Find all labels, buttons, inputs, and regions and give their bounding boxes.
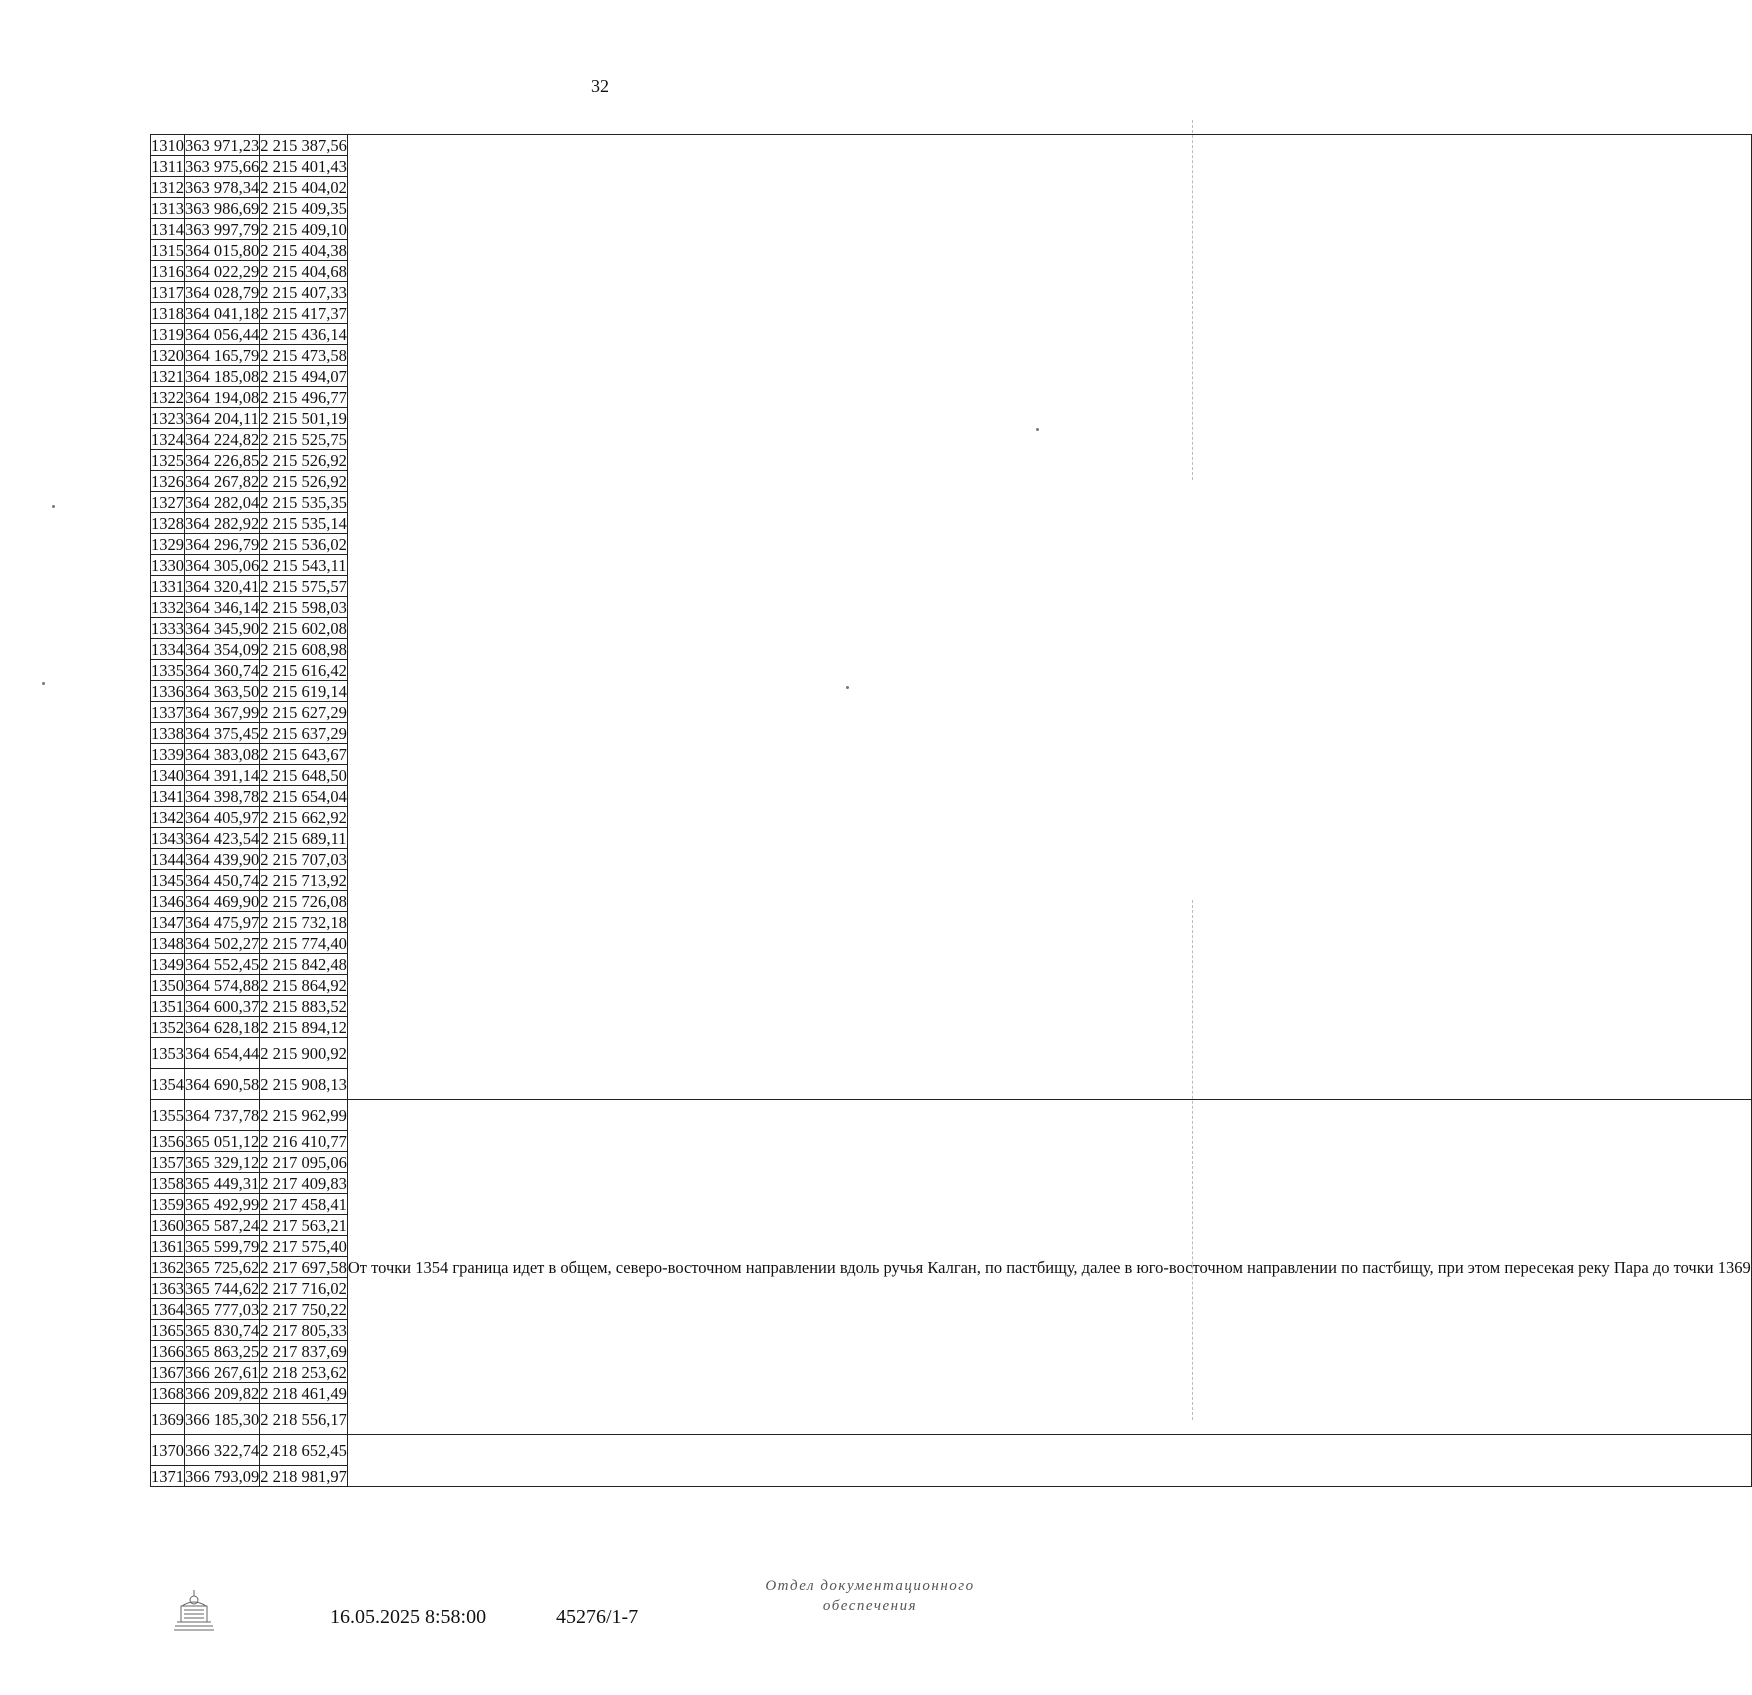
department-stamp [700, 1576, 1040, 1616]
y-coordinate-cell: 2 217 716,02 [260, 1278, 347, 1298]
x-coordinate-cell: 365 863,25 [185, 1341, 260, 1361]
point-number-cell: 1369 [151, 1404, 185, 1435]
x-coordinate-cell: 364 450,74 [185, 870, 260, 890]
scan-edge-mark [1192, 120, 1194, 480]
point-number-cell: 1348 [151, 933, 184, 953]
y-coordinate-cell: 2 215 883,52 [260, 996, 347, 1016]
scan-dot [1036, 428, 1039, 431]
x-coordinate-cell: 365 725,62 [185, 1257, 260, 1277]
point-number-cell: 1367 [151, 1362, 184, 1382]
x-coordinate-cell: 365 587,24 [185, 1215, 260, 1235]
point-number-cell: 1340 [151, 765, 184, 785]
x-coordinate-cell: 363 971,23 [185, 135, 260, 155]
y-coordinate-cell: 2 215 526,92 [260, 471, 347, 491]
y-coordinate-cell: 2 218 253,62 [260, 1362, 347, 1382]
y-coordinate-cell: 2 215 407,33 [260, 282, 347, 302]
point-number-cell: 1320 [151, 345, 184, 365]
x-coordinate-cell: 364 405,97 [185, 807, 260, 827]
point-number-cell: 1347 [151, 912, 184, 932]
x-coordinate-cell: 364 363,50 [185, 681, 260, 701]
y-coordinate-cell: 2 215 732,18 [260, 912, 347, 932]
point-number-cell: 1327 [151, 492, 184, 512]
boundary-description: От точки 1354 граница идет в общем, северо-восточном направлении вдоль ручья Калган, по пастбищу, далее в юго-восточном направлении по пастбищу, при этом пересекая реку Пара до точки 1369 [347, 1100, 1751, 1435]
x-coordinate-cell: 364 041,18 [185, 303, 260, 323]
x-coordinate-cell: 364 475,97 [185, 912, 260, 932]
point-number-cell: 1325 [151, 450, 184, 470]
y-coordinate-cell: 2 215 637,29 [260, 723, 347, 743]
point-number-cell: 1362 [151, 1257, 184, 1277]
point-number-cell: 1319 [151, 324, 184, 344]
point-number-cell: 1316 [151, 261, 184, 281]
x-coordinate-cell: 364 015,80 [185, 240, 260, 260]
point-number-cell: 1317 [151, 282, 184, 302]
coordinates-table-body [151, 135, 1752, 1487]
x-coordinate-cell: 363 997,79 [185, 219, 260, 239]
scan-dot [846, 686, 849, 689]
x-coordinate-cell: 365 830,74 [185, 1320, 260, 1340]
point-number-cell: 1358 [151, 1173, 184, 1193]
x-coordinate-cell: 364 165,79 [185, 345, 260, 365]
y-coordinate-cell: 2 217 575,40 [260, 1236, 347, 1256]
x-coordinate-cell: 365 051,12 [185, 1131, 260, 1151]
y-coordinate-cell: 2 217 750,22 [260, 1299, 347, 1319]
point-number-cell: 1315 [151, 240, 184, 260]
x-coordinate-cell: 366 185,30 [185, 1404, 260, 1435]
y-coordinate-cell: 2 217 697,58 [260, 1257, 347, 1277]
page-number: 32 [591, 76, 609, 96]
y-coordinate-cell: 2 215 774,40 [260, 933, 347, 953]
point-number-cell: 1332 [151, 597, 184, 617]
y-coordinate-cell: 2 216 410,77 [260, 1131, 347, 1151]
y-coordinate-cell: 2 218 981,97 [260, 1466, 347, 1486]
y-coordinate-cell: 2 215 535,14 [260, 513, 347, 533]
x-coordinate-cell: 364 654,44 [185, 1038, 260, 1069]
point-number-cell: 1349 [151, 954, 184, 974]
point-number-cell: 1339 [151, 744, 184, 764]
y-coordinate-cell: 2 218 556,17 [260, 1404, 348, 1435]
x-coordinate-cell: 364 305,06 [185, 555, 260, 575]
x-coordinate-cell: 363 978,34 [185, 177, 260, 197]
scan-dot [42, 682, 45, 685]
x-coordinate-cell: 364 354,09 [185, 639, 260, 659]
point-number-cell: 1346 [151, 891, 184, 911]
x-coordinate-cell: 365 777,03 [185, 1299, 260, 1319]
point-number-cell: 1338 [151, 723, 184, 743]
x-coordinate-cell: 364 056,44 [185, 324, 260, 344]
description-empty-cell [347, 1435, 1751, 1487]
point-number-cell: 1335 [151, 660, 184, 680]
y-coordinate-cell: 2 215 689,11 [260, 828, 347, 848]
point-number-cell: 1342 [151, 807, 184, 827]
point-number-cell: 1343 [151, 828, 184, 848]
x-coordinate-cell: 364 391,14 [185, 765, 260, 785]
y-coordinate-cell: 2 215 494,07 [260, 366, 347, 386]
point-number-cell: 1363 [151, 1278, 184, 1298]
point-number-cell: 1370 [151, 1435, 185, 1466]
x-coordinate-cell: 364 469,90 [185, 891, 260, 911]
y-coordinate-cell: 2 215 404,02 [260, 177, 347, 197]
x-coordinate-cell: 364 737,78 [185, 1100, 260, 1131]
point-number-cell: 1328 [151, 513, 184, 533]
scan-dot [52, 505, 55, 508]
y-coordinate-cell: 2 215 401,43 [260, 156, 347, 176]
x-coordinate-cell: 366 793,09 [185, 1466, 260, 1486]
x-coordinate-cell: 364 628,18 [185, 1017, 260, 1037]
coordinates-table [150, 134, 1752, 1487]
point-number-cell: 1366 [151, 1341, 184, 1361]
department-stamp-line-1: Отдел документационного [765, 1578, 975, 1594]
point-number-cell: 1344 [151, 849, 184, 869]
point-number-cell: 1313 [151, 198, 184, 218]
point-number-cell: 1357 [151, 1152, 184, 1172]
y-coordinate-cell: 2 215 543,11 [260, 555, 347, 575]
table-row [151, 1100, 1752, 1131]
x-coordinate-cell: 364 345,90 [185, 618, 260, 638]
table-row [151, 135, 1752, 156]
y-coordinate-cell: 2 215 648,50 [260, 765, 347, 785]
point-number-cell: 1353 [151, 1038, 185, 1069]
y-coordinate-cell: 2 215 900,92 [260, 1038, 348, 1069]
point-number-cell: 1359 [151, 1194, 184, 1214]
x-coordinate-cell: 366 322,74 [185, 1435, 260, 1466]
x-coordinate-cell: 364 282,04 [185, 492, 260, 512]
point-number-cell: 1356 [151, 1131, 184, 1151]
x-coordinate-cell: 364 360,74 [185, 660, 260, 680]
point-number-cell: 1331 [151, 576, 184, 596]
y-coordinate-cell: 2 215 842,48 [260, 954, 347, 974]
y-coordinate-cell: 2 215 536,02 [260, 534, 347, 554]
y-coordinate-cell: 2 215 707,03 [260, 849, 347, 869]
y-coordinate-cell: 2 217 837,69 [260, 1341, 347, 1361]
y-coordinate-cell: 2 215 409,10 [260, 219, 347, 239]
x-coordinate-cell: 365 492,99 [185, 1194, 260, 1214]
point-number-cell: 1314 [151, 219, 184, 239]
x-coordinate-cell: 364 502,27 [185, 933, 260, 953]
x-coordinate-cell: 364 194,08 [185, 387, 260, 407]
y-coordinate-cell: 2 215 387,56 [260, 135, 347, 155]
point-number-cell: 1368 [151, 1383, 184, 1403]
y-coordinate-cell: 2 215 404,38 [260, 240, 347, 260]
x-coordinate-cell: 364 204,11 [185, 408, 259, 428]
y-coordinate-cell: 2 215 643,67 [260, 744, 347, 764]
point-number-cell: 1324 [151, 429, 184, 449]
y-coordinate-cell: 2 215 473,58 [260, 345, 347, 365]
y-coordinate-cell: 2 215 526,92 [260, 450, 347, 470]
y-coordinate-cell: 2 217 458,41 [260, 1194, 347, 1214]
x-coordinate-cell: 364 226,85 [185, 450, 260, 470]
x-coordinate-cell: 364 383,08 [185, 744, 260, 764]
y-coordinate-cell: 2 217 563,21 [260, 1215, 347, 1235]
x-coordinate-cell: 363 986,69 [185, 198, 260, 218]
point-number-cell: 1321 [151, 366, 184, 386]
x-coordinate-cell: 364 296,79 [185, 534, 260, 554]
y-coordinate-cell: 2 218 652,45 [260, 1435, 348, 1466]
point-number-cell: 1326 [151, 471, 184, 491]
y-coordinate-cell: 2 215 608,98 [260, 639, 347, 659]
y-coordinate-cell: 2 215 654,04 [260, 786, 347, 806]
x-coordinate-cell: 364 022,29 [185, 261, 260, 281]
y-coordinate-cell: 2 215 525,75 [260, 429, 347, 449]
x-coordinate-cell: 364 398,78 [185, 786, 260, 806]
point-number-cell: 1312 [151, 177, 184, 197]
x-coordinate-cell: 365 744,62 [185, 1278, 260, 1298]
y-coordinate-cell: 2 215 602,08 [260, 618, 347, 638]
y-coordinate-cell: 2 215 535,35 [260, 492, 347, 512]
x-coordinate-cell: 364 185,08 [185, 366, 260, 386]
y-coordinate-cell: 2 215 864,92 [260, 975, 347, 995]
x-coordinate-cell: 364 375,45 [185, 723, 260, 743]
footer-date: 16.05.2025 8:58:00 [330, 1606, 487, 1628]
point-number-cell: 1333 [151, 618, 184, 638]
department-stamp-line-2: обеспечения [822, 1598, 918, 1614]
point-number-cell: 1337 [151, 702, 184, 722]
y-coordinate-cell: 2 215 417,37 [260, 303, 347, 323]
x-coordinate-cell: 365 329,12 [185, 1152, 260, 1172]
point-number-cell: 1311 [151, 156, 184, 176]
point-number-cell: 1329 [151, 534, 184, 554]
y-coordinate-cell: 2 217 805,33 [260, 1320, 347, 1340]
point-number-cell: 1364 [151, 1299, 184, 1319]
y-coordinate-cell: 2 215 962,99 [260, 1100, 348, 1131]
y-coordinate-cell: 2 215 713,92 [260, 870, 347, 890]
y-coordinate-cell: 2 215 575,57 [260, 576, 347, 596]
x-coordinate-cell: 364 552,45 [185, 954, 260, 974]
point-number-cell: 1352 [151, 1017, 184, 1037]
scan-edge-mark [1192, 900, 1194, 1420]
x-coordinate-cell: 364 690,58 [185, 1069, 260, 1100]
point-number-cell: 1350 [151, 975, 184, 995]
x-coordinate-cell: 364 282,92 [185, 513, 260, 533]
point-number-cell: 1318 [151, 303, 184, 323]
y-coordinate-cell: 2 217 409,83 [260, 1173, 347, 1193]
y-coordinate-cell: 2 217 095,06 [260, 1152, 347, 1172]
x-coordinate-cell: 364 224,82 [185, 429, 260, 449]
y-coordinate-cell: 2 215 404,68 [260, 261, 347, 281]
x-coordinate-cell: 364 346,14 [185, 597, 260, 617]
point-number-cell: 1355 [151, 1100, 185, 1131]
y-coordinate-cell: 2 215 627,29 [260, 702, 347, 722]
x-coordinate-cell: 364 267,82 [185, 471, 260, 491]
x-coordinate-cell: 364 367,99 [185, 702, 260, 722]
description-empty-cell [347, 135, 1751, 1100]
y-coordinate-cell: 2 215 662,92 [260, 807, 347, 827]
x-coordinate-cell: 364 600,37 [185, 996, 260, 1016]
x-coordinate-cell: 364 320,41 [185, 576, 260, 596]
point-number-cell: 1345 [151, 870, 184, 890]
x-coordinate-cell: 366 209,82 [185, 1383, 260, 1403]
y-coordinate-cell: 2 218 461,49 [260, 1383, 347, 1403]
point-number-cell: 1354 [151, 1069, 185, 1100]
point-number-cell: 1361 [151, 1236, 184, 1256]
x-coordinate-cell: 364 574,88 [185, 975, 260, 995]
x-coordinate-cell: 363 975,66 [185, 156, 260, 176]
point-number-cell: 1341 [151, 786, 184, 806]
x-coordinate-cell: 364 423,54 [185, 828, 260, 848]
table-row [151, 1435, 1752, 1466]
point-number-cell: 1365 [151, 1320, 184, 1340]
y-coordinate-cell: 2 215 501,19 [260, 408, 347, 428]
point-number-cell: 1360 [151, 1215, 184, 1235]
point-number-cell: 1330 [151, 555, 184, 575]
x-coordinate-cell: 365 449,31 [185, 1173, 260, 1193]
point-number-cell: 1322 [151, 387, 184, 407]
y-coordinate-cell: 2 215 619,14 [260, 681, 347, 701]
y-coordinate-cell: 2 215 616,42 [260, 660, 347, 680]
y-coordinate-cell: 2 215 409,35 [260, 198, 347, 218]
y-coordinate-cell: 2 215 598,03 [260, 597, 347, 617]
point-number-cell: 1371 [151, 1466, 184, 1486]
point-number-cell: 1310 [151, 135, 184, 155]
y-coordinate-cell: 2 215 436,14 [260, 324, 347, 344]
emblem-stamp-icon [172, 1588, 216, 1634]
point-number-cell: 1351 [151, 996, 184, 1016]
x-coordinate-cell: 365 599,79 [185, 1236, 260, 1256]
y-coordinate-cell: 2 215 496,77 [260, 387, 347, 407]
y-coordinate-cell: 2 215 908,13 [260, 1069, 348, 1100]
x-coordinate-cell: 366 267,61 [185, 1362, 260, 1382]
point-number-cell: 1336 [151, 681, 184, 701]
y-coordinate-cell: 2 215 894,12 [260, 1017, 347, 1037]
x-coordinate-cell: 364 028,79 [185, 282, 260, 302]
y-coordinate-cell: 2 215 726,08 [260, 891, 347, 911]
x-coordinate-cell: 364 439,90 [185, 849, 260, 869]
point-number-cell: 1334 [151, 639, 184, 659]
point-number-cell: 1323 [151, 408, 184, 428]
footer-document-code: 45276/1-7 [556, 1606, 639, 1628]
